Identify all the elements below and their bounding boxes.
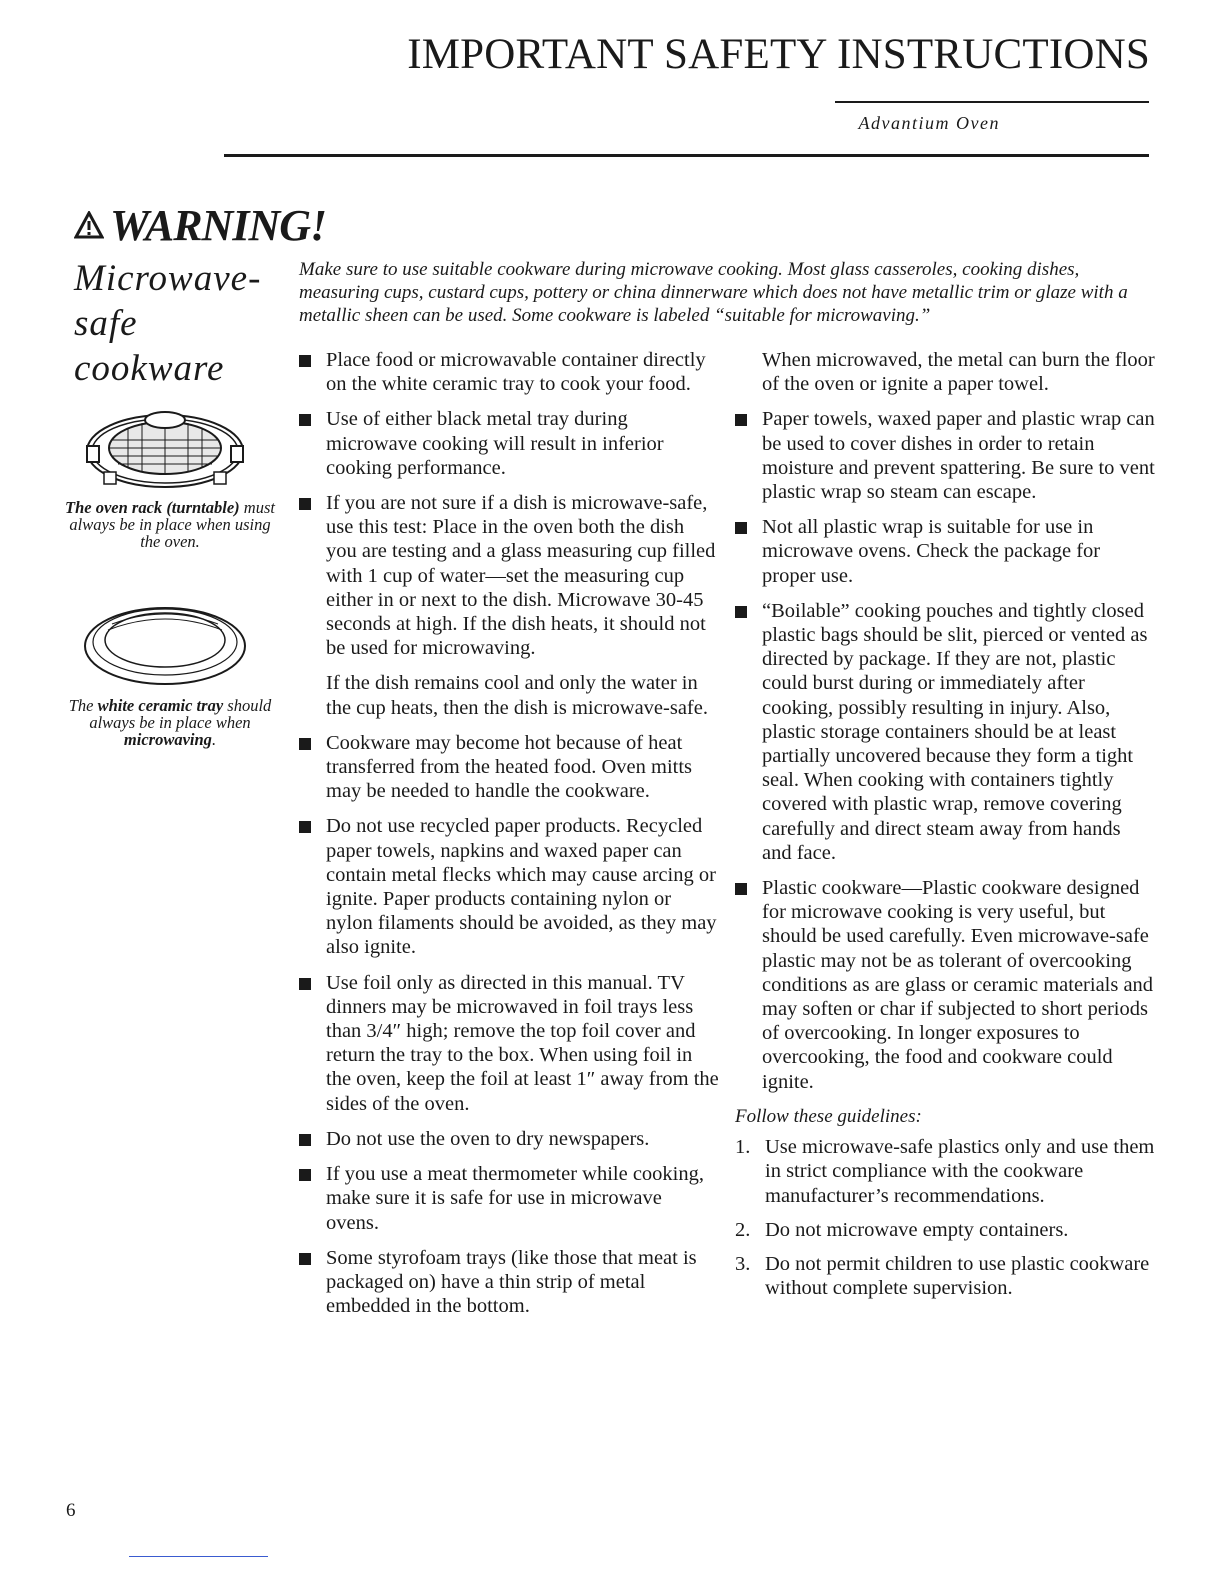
bullet-item: Paper towels, waxed paper and plastic wrap can be used to cover dishes in order to retain moisture and prevent spattering. Be sure to vent plastic wrap so steam can escape. <box>735 407 1155 504</box>
oven-rack-illustration <box>82 406 248 492</box>
caption-bold: (turntable) <box>166 498 240 517</box>
bullet-item: If you use a meat thermometer while cooking, make sure it is safe for use in microwave ovens. <box>299 1162 719 1235</box>
header-rule-long <box>224 154 1149 157</box>
bullet-item: Not all plastic wrap is suitable for use in microwave ovens. Check the package for proper use. <box>735 515 1155 588</box>
caption-text: The <box>68 696 98 715</box>
warning-label: WARNING! <box>110 201 327 250</box>
test-note: If the dish remains cool and only the water in the cup heats, then the dish is microwave-safe. <box>326 672 708 719</box>
warning-heading <box>74 200 326 251</box>
section-title-line: safe <box>74 303 138 344</box>
section-title <box>74 256 284 391</box>
warning-triangle-icon <box>74 211 104 239</box>
right-column <box>735 348 1155 1310</box>
guideline-text: Do not microwave empty containers. <box>765 1218 1069 1241</box>
guideline-item <box>735 1252 1155 1300</box>
header-rule-short <box>835 101 1149 103</box>
caption-text: . <box>211 730 217 749</box>
guideline-item <box>735 1135 1155 1208</box>
guideline-number: 3. <box>735 1252 751 1275</box>
guideline-number: 1. <box>735 1136 751 1159</box>
guideline-text: Do not permit children to use plastic cookware without complete supervision. <box>765 1252 1150 1300</box>
bullet-item: Use foil only as directed in this manual. TV dinners may be microwaved in foil trays less than 3/4″ high; remove the top foil cover and return the tray to the box. When using foil in the oven, keep the foil at least 1″ away from the sides of the oven. <box>299 971 719 1116</box>
page-number: 6 <box>66 1500 76 1521</box>
caption-text: must always be in place when using the oven. <box>69 498 275 551</box>
left-column <box>299 348 719 1329</box>
oven-rack-caption <box>60 499 280 550</box>
bullet-item: Place food or microwavable container directly on the white ceramic tray to cook your food. <box>299 348 719 396</box>
section-title-line: cookware <box>74 348 225 389</box>
bullet-item: Do not use recycled paper products. Recycled paper towels, napkins and waxed paper can contain metal flecks which may cause arcing or ignite. Paper products containing nylon or nylon filaments should be avoided, as they may also ignite. <box>299 814 719 959</box>
guideline-number: 2. <box>735 1218 751 1241</box>
page-title: IMPORTANT SAFETY INSTRUCTIONS <box>407 31 1150 78</box>
caption-bold: The oven rack <box>65 498 163 517</box>
footer-rule <box>129 1556 268 1557</box>
bullet-item: Do not use the oven to dry newspapers. <box>299 1127 719 1151</box>
guidelines-heading: Follow these guidelines: <box>735 1105 922 1127</box>
bullet-item: Use of either black metal tray during microwave cooking will result in inferior cooking performance. <box>299 407 719 480</box>
product-name: Advantium Oven <box>858 113 1000 133</box>
ceramic-tray-illustration <box>82 596 248 690</box>
caption-text: should always be in place when <box>89 696 272 732</box>
bullet-item: Some styrofoam trays (like those that meat is packaged on) have a thin strip of metal embedded in the bottom. <box>299 1246 719 1319</box>
bullet-item: If you are not sure if a dish is microwave-safe, use this test: Place in the oven both the dish you are testing and a glass measuring cup filled with 1 cup of water—set the measuring cup either in or next to the dish. Microwave 30-45 seconds at high. If the dish heats, it should not be used for microwaving. <box>299 491 719 660</box>
guideline-text: Use microwave-safe plastics only and use them in strict compliance with the cookware manufacturer’s recommendations. <box>765 1136 1155 1207</box>
caption-bold: white ceramic tray <box>97 696 224 715</box>
section-title-line: Microwave- <box>74 258 262 299</box>
bullet-item: Plastic cookware—Plastic cookware designed for microwave cooking is very useful, but should be used carefully. Even microwave-safe plastic may not be as tolerant of overcooking conditions as are glass or ceramic materials and may soften or char if subjected to short periods of overcooking. In longer exposures to overcooking, the food and cookware could ignite. <box>735 876 1155 1094</box>
caption-bold: microwaving <box>123 730 212 749</box>
ceramic-tray-caption <box>60 697 280 748</box>
guideline-item <box>735 1218 1155 1242</box>
bullet-item: Cookware may become hot because of heat transferred from the heated food. Oven mitts may be needed to handle the cookware. <box>299 731 719 804</box>
intro-paragraph: Make sure to use suitable cookware during microwave cooking. Most glass casseroles, cooking dishes, measuring cups, custard cups, pottery or china dinnerware which does not have metallic trim or glaze with a metallic sheen can be used. Some cookware is labeled “suitable for microwaving.” <box>299 259 1128 326</box>
continuation-text: When microwaved, the metal can burn the floor of the oven or ignite a paper towel. <box>762 349 1155 396</box>
bullet-item: “Boilable” cooking pouches and tightly closed plastic bags should be slit, pierced or vented as directed by package. If they are not, plastic could burst during or immediately after cooking, possibly resulting in injury. Also, plastic storage containers should be at least partially uncovered because they form a tight seal. When cooking with containers tightly covered with plastic wrap, remove covering carefully and direct steam away from hands and face. <box>735 599 1155 865</box>
